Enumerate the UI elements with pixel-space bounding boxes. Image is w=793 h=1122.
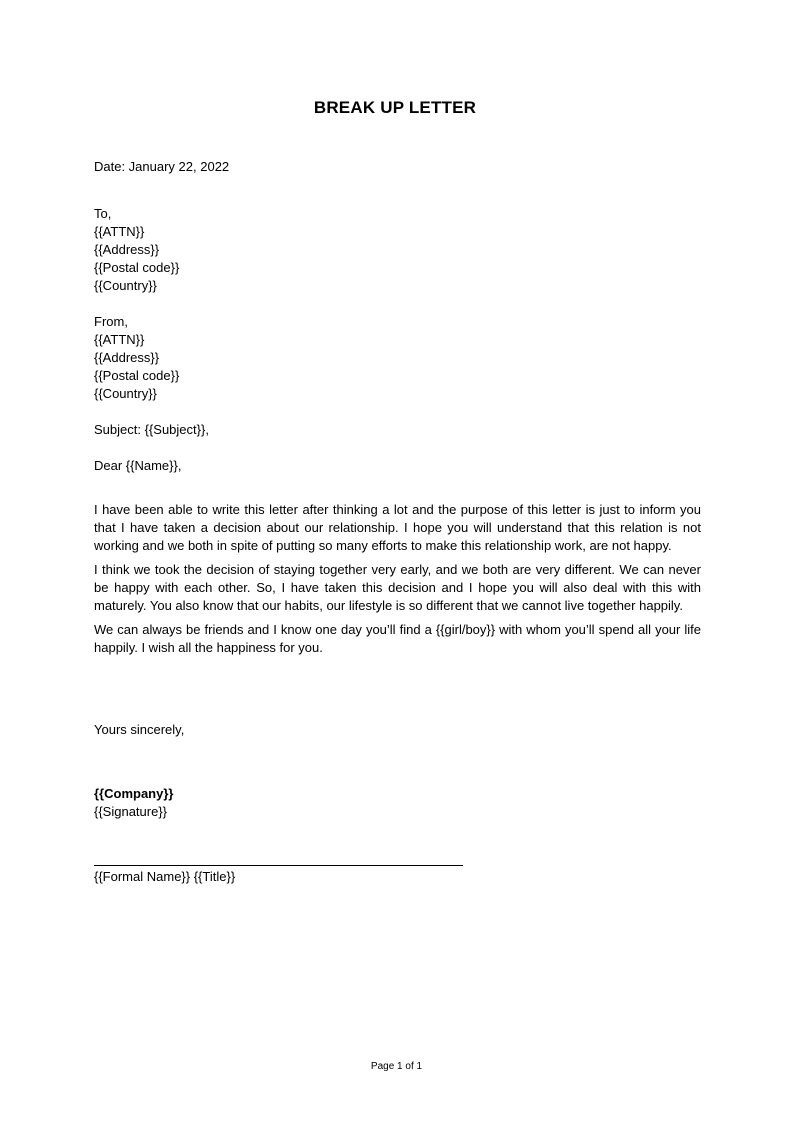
company-block	[94, 785, 701, 803]
to-address: {{Address}}	[94, 242, 160, 257]
date-block	[94, 158, 701, 176]
signature-line	[94, 865, 463, 866]
from-address: {{Address}}	[94, 350, 160, 365]
closing-block	[94, 721, 701, 739]
closing-line: Yours sincerely,	[94, 722, 185, 737]
recipient-address-block	[94, 205, 701, 295]
to-attn: {{ATTN}}	[94, 224, 145, 239]
from-country: {{Country}}	[94, 386, 157, 401]
greeting-line: Dear {{Name}},	[94, 458, 182, 473]
from-attn: {{ATTN}}	[94, 332, 145, 347]
letter-body	[94, 501, 701, 663]
subject-block	[94, 421, 701, 439]
signature-placeholder: {{Signature}}	[94, 804, 168, 819]
formal-name-title: {{Formal Name}} {{Title}}	[94, 869, 236, 884]
from-postal-code: {{Postal code}}	[94, 368, 180, 383]
greeting-block	[94, 457, 701, 475]
letter-title: BREAK UP LETTER	[313, 98, 477, 117]
sender-address-block	[94, 313, 701, 403]
page-footer: Page 1 of 1	[370, 1061, 423, 1072]
body-paragraph-1: I have been able to write this letter after thinking a lot and the purpose of this letter is just to inform you that I have taken a decision about our relationship. I hope you will understand that this relation is not working and we both in spite of putting so many efforts to make this relationship work, are not happy.	[94, 502, 701, 553]
to-label: To,	[94, 206, 112, 221]
body-paragraph-3: We can always be friends and I know one day you’ll find a {{girl/boy}} with whom you’ll spend all your life happily. I wish all the happiness for you.	[94, 622, 701, 655]
formal-name-block	[94, 868, 701, 886]
company-name: {{Company}}	[94, 786, 174, 801]
body-paragraph-2: I think we took the decision of staying together very early, and we both are very different. We can never be happy with each other. So, I have taken this decision and I hope you will also deal with this with maturely. You also know that our habits, our lifestyle is so different that we cannot live together happily.	[94, 562, 701, 613]
to-country: {{Country}}	[94, 278, 157, 293]
to-postal-code: {{Postal code}}	[94, 260, 180, 275]
from-label: From,	[94, 314, 128, 329]
subject-line: Subject: {{Subject}},	[94, 422, 209, 437]
date-line: Date: January 22, 2022	[94, 159, 230, 174]
signature-block	[94, 803, 701, 821]
